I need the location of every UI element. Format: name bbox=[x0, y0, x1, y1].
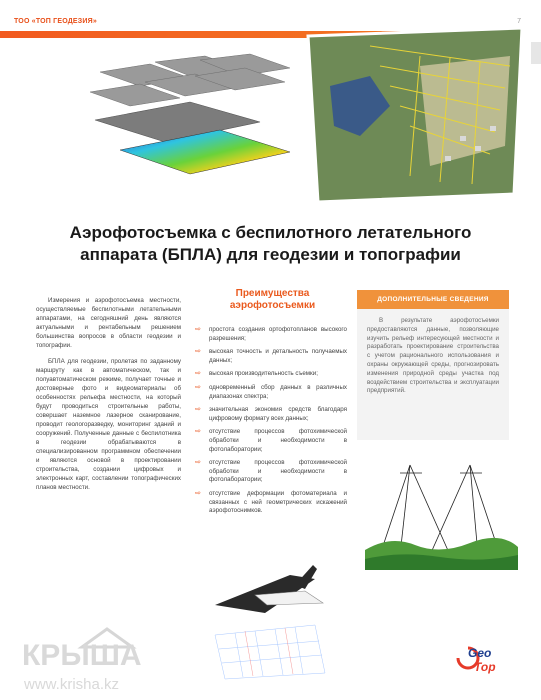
additional-info-box bbox=[357, 290, 509, 440]
bullet-icon: ⇨ bbox=[195, 348, 201, 356]
bullet-icon: ⇨ bbox=[195, 459, 201, 467]
title-line-2: аппарата (БПЛА) для геодезии и топографии bbox=[80, 245, 461, 264]
list-item: ⇨ отсутствие деформации фотоматериала и связанных с ней геометрических искажений аэрофотоснимков. bbox=[195, 489, 347, 515]
page-edge-tab bbox=[531, 42, 541, 64]
list-item: ⇨ высокая производительность съемки; bbox=[195, 370, 318, 378]
advantages-heading bbox=[195, 288, 350, 312]
bullet-icon: ⇨ bbox=[195, 326, 201, 333]
watermark bbox=[12, 625, 202, 697]
page-title bbox=[0, 222, 541, 266]
advantages-list bbox=[195, 326, 347, 521]
company-name: ТОО «ТОП ГЕОДЕЗИЯ» bbox=[14, 18, 97, 25]
advantages-heading-line-1: Преимущества bbox=[235, 288, 310, 299]
bullet-icon: ⇨ bbox=[195, 489, 201, 497]
logo-word-1: Geo bbox=[468, 646, 492, 660]
layered-maps-illustration bbox=[60, 50, 310, 200]
title-line-1: Аэрофотосъемка с беспилотного летательного bbox=[69, 223, 472, 242]
watermark-brand: КРЫША bbox=[22, 639, 142, 672]
bullet-icon: ⇨ bbox=[195, 428, 201, 436]
logo-word-2: Top bbox=[474, 660, 496, 674]
info-box-text: В результате аэрофотосъемки предоставляются данные, позволяющие изучить рельеф интересующей местности и разработать проектирование строительства с учетом рационального использования и охраны окружающей среды, прогнозировать изменения природной среды участка под воздействием строительства и эксплуатации предприятий. bbox=[367, 317, 499, 395]
list-item: ⇨ отсутствие процессов фотохимической обработки и необходимости в фотолаборатории; bbox=[195, 459, 347, 484]
company-logo bbox=[446, 640, 526, 675]
page-number: 7 bbox=[517, 18, 521, 25]
list-item: ⇨ отсутствие процессов фотохимической обработки и необходимости в фотолаборатории; bbox=[195, 428, 347, 453]
bullet-icon: ⇨ bbox=[195, 406, 201, 414]
bullet-icon: ⇨ bbox=[195, 383, 201, 391]
advantages-heading-line-2: аэрофотосъемки bbox=[229, 300, 316, 311]
intro-paragraph-2: БПЛА для геодезии, пролетая по заданному маршруту как в автоматическом, так и полуавтоматическом режиме, получает точные и достоверные фото и видеоматериалы об особенностях рельефа местности, на который будут проводиться строительные работы, совершает наземное лазерное сканирование, проводит геологоразведку, мониторинг зданий и сооружений. Полученные данные с беспилотника в геодезии обрабатываются в специализированном программном обеспечении и являются основой в проектировании строительства, создании цифровых и электронных карт, составлении топографических планов местности. bbox=[36, 358, 181, 491]
bullet-icon: ⇨ bbox=[195, 370, 201, 378]
list-item: ⇨ значительная экономия средств благодаря цифровому формату всех данных; bbox=[195, 406, 347, 422]
list-item: ⇨ одновременный сбор данных в различных диапазонах спектра; bbox=[195, 383, 347, 400]
aerial-photo-parcels bbox=[300, 26, 528, 202]
intro-paragraph-1: Измерения и аэрофотосъемка местности, осуществляемые беспилотными летательными аппаратами, на сегодняшний день являются актуальными и рентабельным решением большинства вопросов в области геодезии и топографии. bbox=[36, 297, 181, 349]
watermark-url: www.krisha.kz bbox=[24, 676, 120, 693]
info-box-heading: ДОПОЛНИТЕЛЬНЫЕ СВЕДЕНИЯ bbox=[357, 290, 509, 309]
intro-column bbox=[36, 296, 181, 499]
list-item: ⇨ высокая точность и детальность получаемых данных; bbox=[195, 348, 347, 364]
drone-illustration bbox=[195, 555, 335, 680]
list-item: ⇨ простота создания ортофотопланов высокого разрешения; bbox=[195, 326, 347, 342]
photogrammetry-illustration bbox=[360, 455, 520, 575]
